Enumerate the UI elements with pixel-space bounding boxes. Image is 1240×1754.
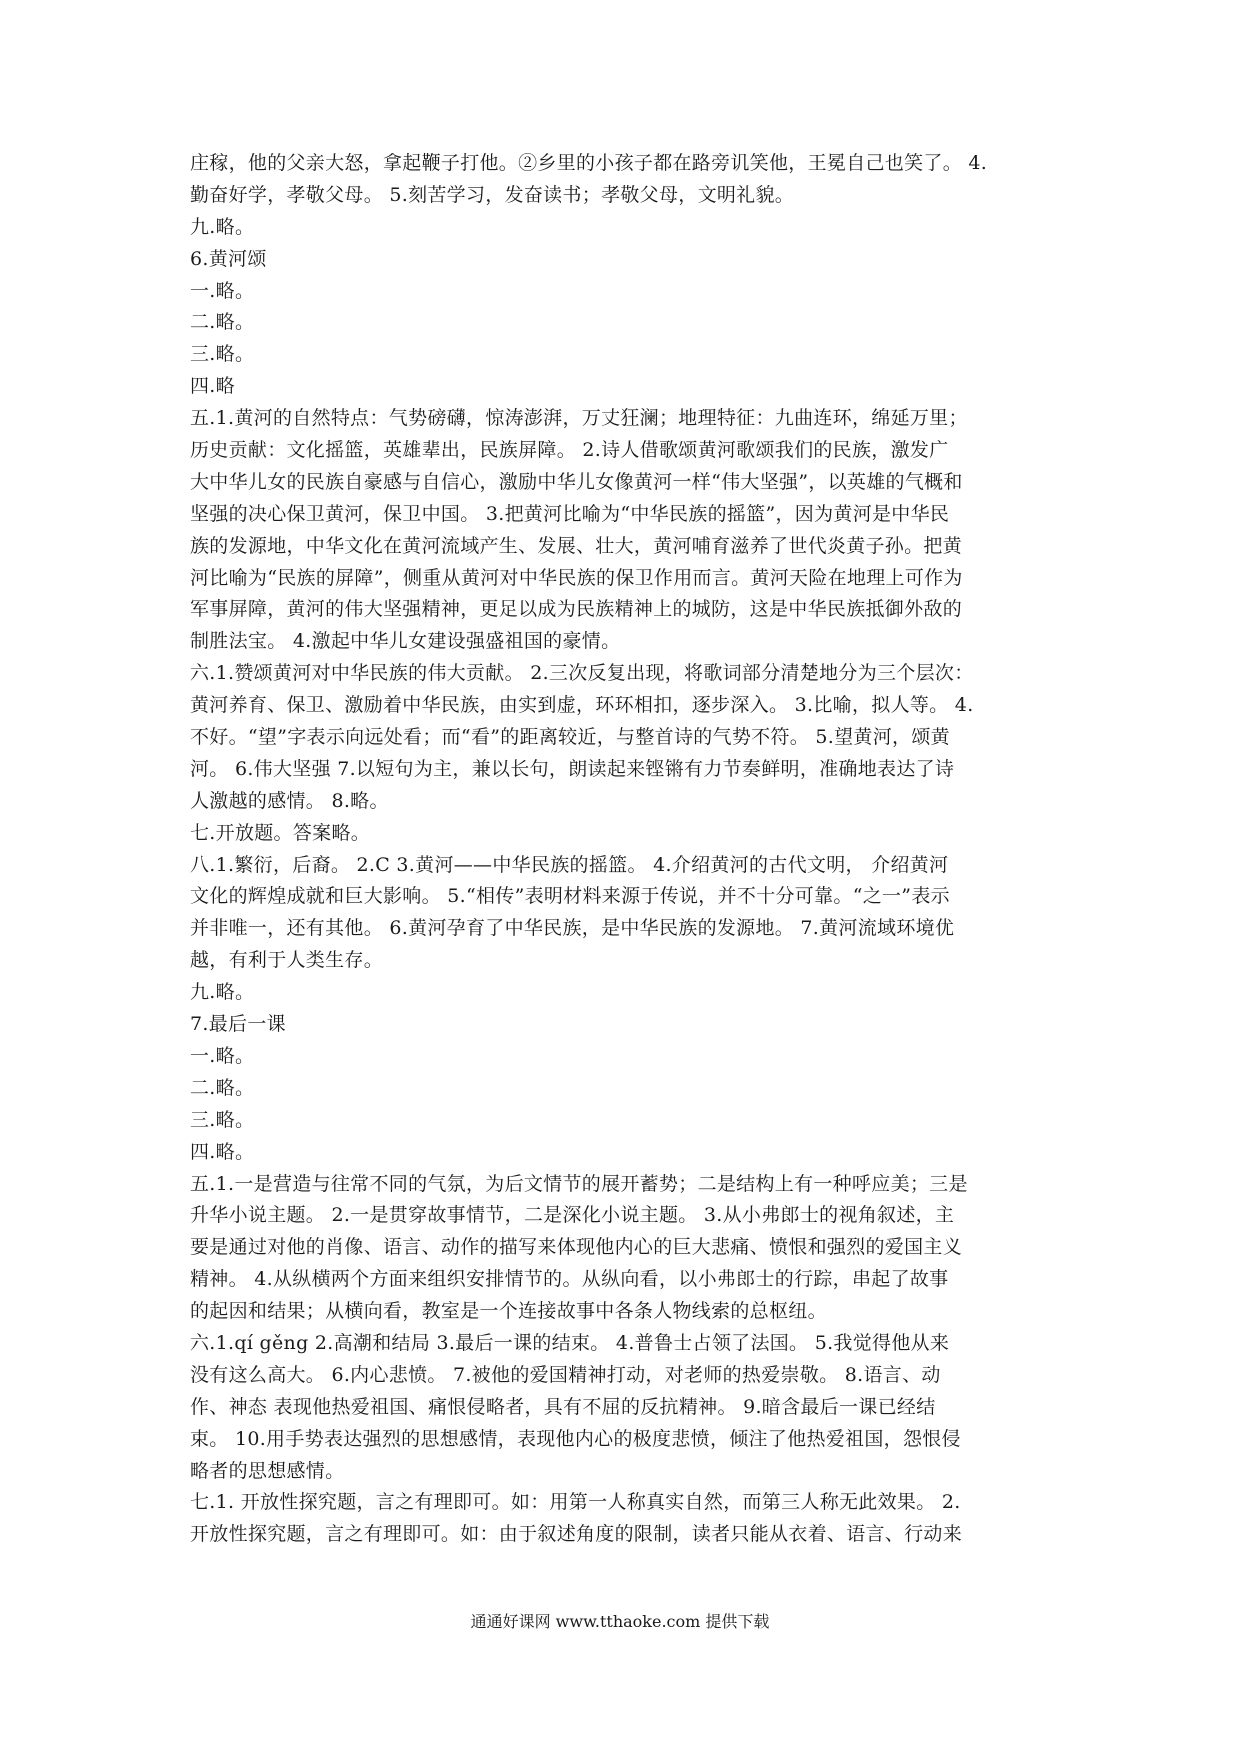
- text-line: 开放性探究题，言之有理即可。如：由于叙述角度的限制，读者只能从衣着、语言、行动来: [190, 1523, 963, 1546]
- text-line: 的起因和结果；从横向看，教室是一个连接故事中各条人物线索的总枢纽。: [190, 1300, 827, 1323]
- text-line: 五.1.黄河的自然特点：气势磅礴，惊涛澎湃，万丈狂澜；地理特征：九曲连环，绵延万里；: [190, 407, 968, 430]
- text-line: 七.开放题。答案略。: [190, 821, 371, 844]
- text-line: 并非唯一，还有其他。 6.黄河孕育了中华民族，是中华民族的发源地。 7.黄河流域环境优: [190, 917, 955, 940]
- text-line: 束。 10.用手势表达强烈的思想感情，表现他内心的极度悲愤，倾注了他热爱祖国，怨恨侵: [190, 1427, 961, 1450]
- text-line: 勤奋好学，孝敬父母。 5.刻苦学习，发奋读书；孝敬父母，文明礼貌。: [190, 183, 795, 206]
- text-line: 黄河养育、保卫、激励着中华民族，由实到虚，环环相扣，逐步深入。 3.比喻，拟人等。 4.: [190, 694, 974, 717]
- text-line: 九.略。: [190, 981, 255, 1004]
- text-line: 三.略。: [190, 343, 255, 366]
- text-line: 八.1.繁衍，后裔。 2.C 3.黄河——中华民族的摇篮。 4.介绍黄河的古代文明， 介绍黄河: [190, 853, 949, 876]
- text-line: 五.1.一是营造与往常不同的气氛，为后文情节的展开蓄势；二是结构上有一种呼应美；三是: [190, 1172, 968, 1195]
- text-line: 河。 6.伟大坚强 7.以短句为主，兼以长句，朗读起来铿锵有力节奏鲜明，准确地表达了诗: [190, 757, 955, 780]
- text-line: 族的发源地，中华文化在黄河流域产生、发展、壮大，黄河哺育滋养了世代炎黄子孙。把黄: [190, 534, 963, 557]
- document-body: [190, 148, 1065, 1551]
- text-line: 七.1. 开放性探究题，言之有理即可。如：用第一人称真实自然，而第三人称无此效果。 2.: [190, 1491, 961, 1514]
- text-line: 六.1.qí gěng 2.高潮和结局 3.最后一课的结束。 4.普鲁士占领了法国。 5.我觉得他从来: [190, 1331, 950, 1354]
- text-line: 升华小说主题。 2.一是贯穿故事情节，二是深化小说主题。 3.从小弗郎士的视角叙述，主: [190, 1204, 955, 1227]
- text-line: 6.黄河颂: [190, 247, 267, 270]
- text-line: 二.略。: [190, 1076, 255, 1099]
- text-line: 一.略。: [190, 1044, 255, 1067]
- text-line: 制胜法宝。 4.激起中华儿女建设强盛祖国的豪情。: [190, 630, 621, 653]
- text-line: 四.略: [190, 375, 235, 398]
- text-line: 不好。“望”字表示向远处看；而“看”的距离较近，与整首诗的气势不符。 5.望黄河，颂黄: [190, 726, 950, 749]
- text-line: 越，有利于人类生存。: [190, 949, 384, 972]
- text-line: 略者的思想感情。: [190, 1459, 345, 1482]
- text-line: 军事屏障，黄河的伟大坚强精神，更足以成为民族精神上的城防，这是中华民族抵御外敌的: [190, 598, 963, 621]
- text-line: 二.略。: [190, 311, 255, 334]
- text-line: 人激越的感情。 8.略。: [190, 789, 389, 812]
- text-line: 大中华儿女的民族自豪感与自信心，激励中华儿女像黄河一样“伟大坚强”，以英雄的气概和: [190, 470, 963, 493]
- text-line: 河比喻为“民族的屏障”，侧重从黄河对中华民族的保卫作用而言。黄河天险在地理上可作为: [190, 566, 963, 589]
- page-footer: 通通好课网 www.tthaoke.com 提供下载: [470, 1612, 770, 1631]
- text-line: 庄稼，他的父亲大怒，拿起鞭子打他。②乡里的小孩子都在路旁讥笑他，王冕自己也笑了。 4.: [190, 152, 988, 174]
- text-line: 精神。 4.从纵横两个方面来组织安排情节的。从纵向看，以小弗郎士的行踪，串起了故事: [190, 1268, 949, 1291]
- text-line: 一.略。: [190, 279, 255, 302]
- text-line: 历史贡献：文化摇篮，英雄辈出，民族屏障。 2.诗人借歌颂黄河歌颂我们的民族，激发广: [190, 439, 949, 462]
- text-line: 九.略。: [190, 215, 255, 238]
- text-line: 坚强的决心保卫黄河，保卫中国。 3.把黄河比喻为“中华民族的摇篮”，因为黄河是中华民: [190, 502, 950, 525]
- text-line: 没有这么高大。 6.内心悲愤。 7.被他的爱国精神打动，对老师的热爱崇敬。 8.语言、动: [190, 1363, 941, 1386]
- text-line: 7.最后一课: [190, 1013, 286, 1036]
- text-line: 四.略。: [190, 1140, 255, 1163]
- text-line: 要是通过对他的肖像、语言、动作的描写来体现他内心的巨大悲痛、愤恨和强烈的爱国主义: [190, 1236, 963, 1259]
- text-line: 作、神态 表现他热爱祖国、痛恨侵略者，具有不屈的反抗精神。 9.暗含最后一课已经结: [190, 1395, 936, 1418]
- text-line: 六.1.赞颂黄河对中华民族的伟大贡献。 2.三次反复出现，将歌词部分清楚地分为三个层次：: [190, 662, 974, 685]
- text-line: 文化的辉煌成就和巨大影响。 5.“相传”表明材料来源于传说，并不十分可靠。“之一”表示: [190, 885, 950, 908]
- text-line: 三.略。: [190, 1108, 255, 1131]
